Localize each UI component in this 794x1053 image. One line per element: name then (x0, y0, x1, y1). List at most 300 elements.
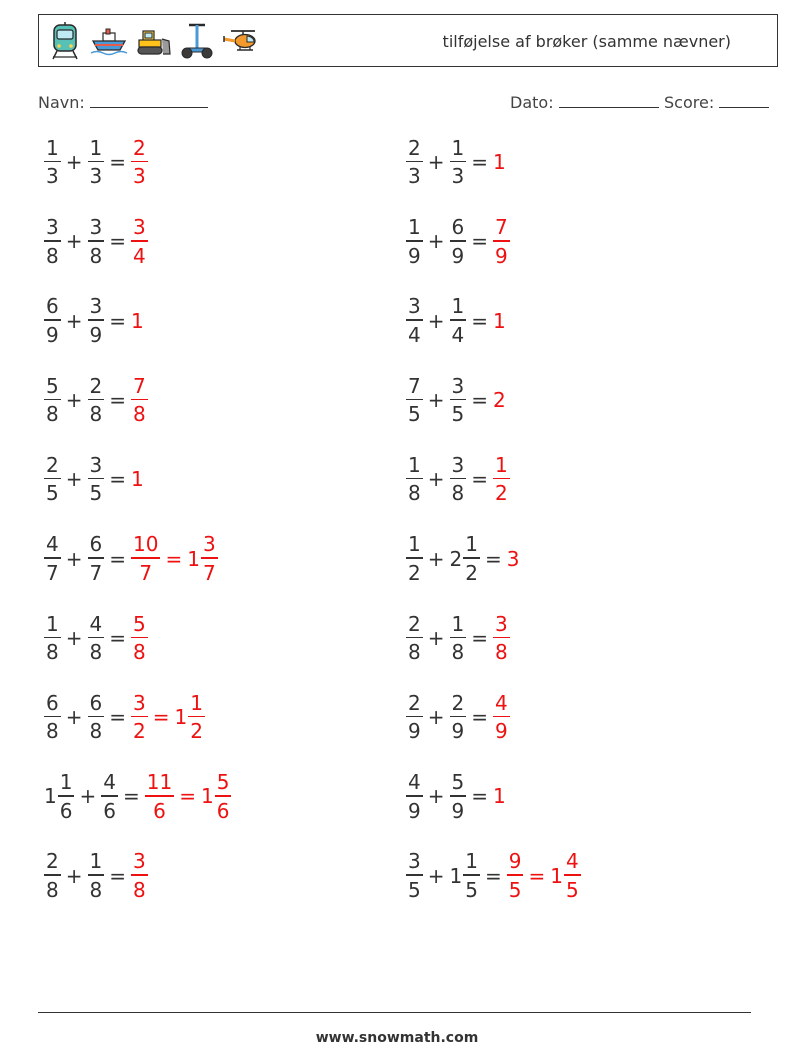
problem (44, 291, 145, 351)
score-blank[interactable] (719, 93, 769, 108)
helicopter-icon (221, 21, 261, 61)
equals-sign: = (165, 546, 183, 571)
addend (406, 217, 423, 266)
addend (450, 690, 467, 744)
fraction (131, 851, 148, 900)
denominator: 8 (408, 481, 421, 506)
numerator: 6 (46, 294, 59, 319)
fraction (463, 851, 480, 900)
fraction (406, 135, 423, 189)
fraction (507, 851, 524, 900)
numerator: 4 (46, 532, 59, 557)
date-label: Dato: (510, 93, 554, 112)
denominator: 8 (46, 877, 59, 902)
plus-sign: + (65, 387, 83, 412)
numerator: 11 (146, 770, 173, 795)
whole-number: 1 (493, 150, 506, 174)
fraction (406, 534, 423, 583)
fraction (88, 296, 105, 345)
numerator: 2 (46, 452, 59, 477)
numerator: 1 (46, 611, 59, 636)
answer-value (131, 690, 148, 744)
segway-icon (177, 21, 217, 61)
equals-sign: = (471, 625, 488, 650)
denominator: 7 (89, 560, 103, 585)
fraction (44, 296, 61, 345)
answer-value (131, 467, 145, 491)
addend (44, 452, 61, 506)
equals-sign: = (471, 308, 488, 333)
numerator: 5 (216, 770, 230, 795)
answer-value (131, 309, 145, 333)
fraction (450, 296, 467, 345)
whole-number: 2 (449, 546, 463, 571)
denominator: 8 (46, 640, 59, 665)
equals-sign: = (471, 467, 488, 492)
fraction (406, 611, 423, 665)
denominator: 8 (495, 640, 508, 665)
addend (406, 373, 423, 427)
plus-sign: + (65, 625, 83, 650)
equals-sign: = (109, 387, 126, 412)
addend (450, 851, 480, 900)
footer-divider (38, 1012, 751, 1013)
plus-sign: + (65, 863, 83, 888)
addend (406, 611, 423, 665)
plus-sign: + (65, 229, 83, 254)
numerator: 2 (133, 135, 146, 160)
problem (406, 608, 510, 668)
addend (44, 611, 61, 665)
fraction (450, 217, 467, 266)
equals-sign: = (484, 863, 502, 888)
denominator: 5 (451, 402, 465, 427)
fraction (131, 611, 148, 665)
problem (44, 608, 148, 668)
numerator: 2 (408, 611, 421, 636)
numerator: 3 (89, 294, 103, 319)
addend (88, 851, 105, 900)
fraction (131, 373, 148, 427)
denominator: 3 (451, 164, 465, 189)
numerator: 1 (465, 849, 478, 874)
addend (406, 534, 423, 583)
whole-number: 1 (187, 546, 200, 571)
numerator: 1 (495, 452, 508, 477)
fraction (44, 452, 61, 506)
denominator: 5 (46, 481, 59, 506)
answer-value (493, 217, 510, 266)
denominator: 4 (408, 322, 421, 347)
denominator: 8 (89, 877, 103, 902)
fraction (88, 851, 105, 900)
numerator: 2 (408, 135, 421, 160)
problem (406, 132, 507, 192)
denominator: 6 (153, 798, 166, 823)
fraction (88, 534, 105, 583)
denominator: 7 (139, 560, 153, 585)
denominator: 8 (408, 640, 421, 665)
equals-sign: = (471, 784, 488, 809)
denominator: 8 (451, 640, 465, 665)
denominator: 7 (46, 560, 59, 585)
answer-value (493, 784, 507, 808)
numerator: 2 (408, 690, 421, 715)
denominator: 5 (565, 877, 579, 902)
denominator: 8 (89, 640, 103, 665)
numerator: 6 (451, 215, 465, 240)
numerator: 3 (202, 532, 216, 557)
plus-sign: + (427, 229, 445, 254)
fraction (215, 772, 232, 821)
fraction (201, 534, 218, 583)
fraction (131, 217, 148, 266)
denominator: 9 (451, 798, 465, 823)
problem (44, 766, 231, 826)
equals-sign: = (109, 467, 126, 492)
addend (406, 772, 423, 821)
denominator: 8 (46, 719, 59, 744)
addend (406, 296, 423, 345)
denominator: 5 (89, 481, 103, 506)
plus-sign: + (427, 705, 445, 730)
equals-sign: = (471, 705, 488, 730)
problem (44, 687, 205, 747)
numerator: 2 (46, 849, 59, 874)
numerator: 4 (408, 770, 421, 795)
addend (450, 611, 467, 665)
denominator: 9 (408, 798, 421, 823)
tram-icon (45, 21, 85, 61)
numerator: 3 (408, 849, 421, 874)
denominator: 3 (408, 164, 421, 189)
numerator: 5 (451, 770, 465, 795)
addend (406, 851, 423, 900)
fraction (88, 611, 105, 665)
denominator: 6 (59, 798, 73, 823)
numerator: 7 (133, 373, 146, 398)
addend (88, 217, 105, 266)
addend (44, 135, 61, 189)
plus-sign: + (65, 150, 83, 174)
fraction (450, 452, 467, 506)
plus-sign: + (427, 387, 445, 412)
equals-sign: = (109, 229, 126, 254)
numerator: 7 (495, 215, 508, 240)
numerator: 3 (408, 294, 421, 319)
plus-sign: + (65, 546, 83, 571)
numerator: 5 (133, 611, 146, 636)
fraction (131, 534, 160, 583)
date-field (510, 93, 659, 112)
problem (406, 766, 507, 826)
whole-number: 1 (174, 705, 188, 730)
addend (101, 772, 118, 821)
addend (44, 690, 61, 744)
numerator: 1 (46, 135, 59, 160)
numerator: 1 (451, 135, 465, 160)
numerator: 4 (89, 611, 103, 636)
fraction (88, 373, 105, 427)
denominator: 8 (89, 243, 103, 268)
whole-number: 1 (449, 863, 463, 888)
addend (88, 373, 105, 427)
addend (44, 772, 74, 821)
addend (88, 690, 105, 744)
denominator: 5 (408, 402, 421, 427)
denominator: 2 (133, 719, 146, 744)
numerator: 3 (89, 215, 103, 240)
numerator: 1 (89, 135, 103, 160)
addend (44, 217, 61, 266)
problem (406, 370, 507, 430)
numerator: 2 (89, 373, 103, 398)
numerator: 7 (408, 373, 421, 398)
denominator: 8 (89, 719, 103, 744)
denominator: 6 (103, 798, 116, 823)
whole-number: 1 (493, 308, 506, 333)
denominator: 9 (495, 719, 508, 744)
plus-sign: + (79, 784, 97, 809)
numerator: 4 (565, 849, 579, 874)
denominator: 8 (133, 402, 146, 427)
numerator: 3 (451, 373, 465, 398)
whole-number: 1 (200, 784, 214, 809)
fraction (188, 690, 205, 744)
whole-number: 1 (44, 784, 57, 809)
plus-sign: + (65, 705, 83, 730)
addend (450, 534, 480, 583)
denominator: 3 (133, 164, 146, 189)
answer-value (131, 611, 148, 665)
worksheet-title: tilføjelse af brøker (samme nævner) (442, 32, 731, 51)
answer-value (507, 547, 521, 571)
equals-sign: = (471, 387, 488, 412)
fraction (44, 611, 61, 665)
equals-sign: = (152, 705, 170, 730)
answer-value (493, 690, 510, 744)
answer-value (550, 851, 580, 900)
plus-sign: + (427, 784, 445, 809)
fraction (131, 690, 148, 744)
whole-number: 3 (506, 546, 520, 571)
fraction (58, 772, 75, 821)
addend (450, 217, 467, 266)
equals-sign: = (122, 784, 140, 809)
answer-value (131, 217, 148, 266)
denominator: 9 (46, 322, 59, 347)
problem (406, 449, 510, 509)
denominator: 6 (216, 798, 230, 823)
score-field (664, 93, 769, 112)
score-label: Score: (664, 93, 715, 112)
addend (44, 534, 61, 583)
numerator: 1 (408, 215, 421, 240)
equals-sign: = (109, 625, 126, 650)
addend (88, 452, 105, 506)
fraction (450, 690, 467, 744)
answer-value (131, 135, 148, 189)
problem (406, 687, 510, 747)
numerator: 6 (46, 690, 59, 715)
answer-value (187, 534, 217, 583)
numerator: 3 (46, 215, 59, 240)
numerator: 1 (451, 294, 465, 319)
bulldozer-icon (133, 21, 173, 61)
denominator: 8 (46, 402, 59, 427)
addend (450, 772, 467, 821)
answer-value (493, 388, 507, 412)
plus-sign: + (427, 863, 445, 888)
fraction (564, 851, 581, 900)
addend (450, 452, 467, 506)
fraction (406, 772, 423, 821)
equals-sign: = (484, 546, 502, 571)
denominator: 7 (202, 560, 216, 585)
problem (44, 449, 145, 509)
answer-value (493, 452, 510, 506)
equals-sign: = (109, 150, 126, 174)
equals-sign: = (471, 229, 488, 254)
answer-value (131, 534, 160, 583)
ship-icon (89, 21, 129, 61)
answer-value (507, 851, 524, 900)
addend (88, 611, 105, 665)
footer-url: www.snowmath.com (315, 1030, 479, 1046)
equals-sign: = (109, 705, 126, 730)
worksheet-header (38, 14, 778, 67)
denominator: 8 (451, 481, 465, 506)
denominator: 5 (465, 877, 478, 902)
problem (406, 211, 510, 271)
fraction (493, 452, 510, 506)
fraction (406, 452, 423, 506)
fraction (44, 851, 61, 900)
equals-sign: = (109, 308, 126, 333)
fraction (450, 135, 467, 189)
equals-sign: = (109, 863, 126, 888)
problem (44, 529, 218, 589)
name-field (38, 93, 208, 112)
fraction (88, 690, 105, 744)
denominator: 5 (508, 877, 522, 902)
denominator: 3 (89, 164, 103, 189)
answer-value (201, 772, 231, 821)
addend (44, 296, 61, 345)
plus-sign: + (427, 467, 445, 492)
fraction (406, 373, 423, 427)
problem (44, 211, 148, 271)
plus-sign: + (427, 625, 445, 650)
denominator: 9 (408, 243, 421, 268)
numerator: 4 (103, 770, 116, 795)
denominator: 8 (133, 640, 146, 665)
addend (88, 296, 105, 345)
denominator: 2 (408, 560, 421, 585)
denominator: 2 (465, 560, 478, 585)
denominator: 9 (451, 719, 465, 744)
fraction (101, 772, 118, 821)
numerator: 1 (465, 532, 478, 557)
plus-sign: + (427, 308, 445, 333)
fraction (44, 534, 61, 583)
numerator: 1 (89, 849, 103, 874)
denominator: 9 (495, 243, 508, 268)
equals-sign: = (528, 863, 546, 888)
whole-number: 2 (493, 387, 506, 412)
denominator: 8 (133, 877, 146, 902)
denominator: 9 (408, 719, 421, 744)
answer-value (493, 309, 507, 333)
problem (44, 132, 148, 192)
answer-value (493, 150, 507, 174)
denominator: 9 (89, 322, 103, 347)
fraction (44, 373, 61, 427)
plus-sign: + (427, 546, 445, 571)
answer-value (174, 690, 205, 744)
problem (44, 846, 148, 906)
whole-number: 1 (131, 467, 144, 492)
addend (88, 135, 105, 189)
fraction (493, 690, 510, 744)
plus-sign: + (427, 150, 445, 174)
problem (406, 529, 520, 589)
numerator: 6 (89, 532, 103, 557)
equals-sign: = (109, 546, 126, 571)
fraction (406, 690, 423, 744)
fraction (88, 217, 105, 266)
numerator: 3 (133, 690, 146, 715)
problem (406, 846, 581, 906)
header-icons (45, 21, 261, 61)
addend (406, 135, 423, 189)
whole-number: 1 (493, 784, 506, 809)
fraction (450, 772, 467, 821)
denominator: 4 (451, 322, 465, 347)
fraction (88, 452, 105, 506)
addend (44, 851, 61, 900)
problem (44, 370, 148, 430)
numerator: 5 (46, 373, 59, 398)
fraction (406, 217, 423, 266)
fraction (131, 135, 148, 189)
numerator: 1 (408, 452, 421, 477)
date-blank[interactable] (559, 93, 659, 108)
numerator: 1 (408, 532, 421, 557)
whole-number: 1 (131, 308, 144, 333)
fraction (44, 690, 61, 744)
numerator: 10 (133, 532, 159, 557)
addend (450, 373, 467, 427)
fraction (44, 217, 61, 266)
numerator: 9 (508, 849, 522, 874)
denominator: 2 (190, 719, 203, 744)
denominator: 8 (89, 402, 103, 427)
addend (406, 690, 423, 744)
fraction (493, 611, 510, 665)
denominator: 4 (133, 243, 146, 268)
equals-sign: = (179, 784, 196, 809)
answer-value (145, 772, 174, 821)
numerator: 1 (59, 770, 73, 795)
numerator: 6 (89, 690, 103, 715)
fraction (450, 611, 467, 665)
name-blank[interactable] (90, 93, 208, 108)
plus-sign: + (65, 308, 83, 333)
fraction (406, 851, 423, 900)
denominator: 5 (408, 877, 421, 902)
fraction (406, 296, 423, 345)
